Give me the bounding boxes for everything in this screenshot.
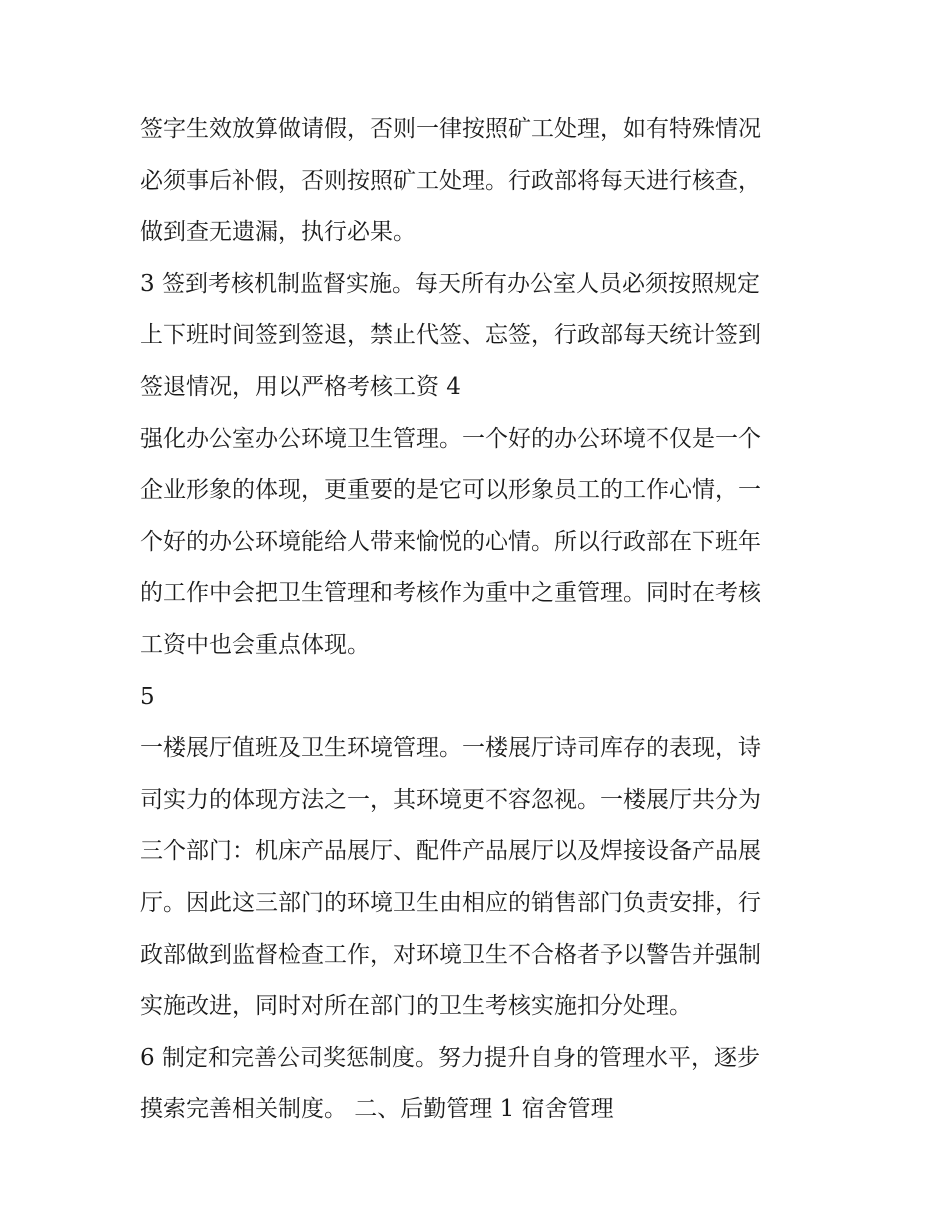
text-line: 三个部门：机床产品展厅、配件产品展厅以及焊接设备产品展 [140, 838, 761, 865]
text-line: 签退情况，用以严格考核工资 4 [140, 373, 461, 400]
text-line: 5 [140, 683, 155, 710]
text-line: 个好的办公环境能给人带来愉悦的心情。所以行政部在下班年 [140, 528, 761, 555]
text-line: 企业形象的体现，更重要的是它可以形象员工的工作心情，一 [140, 477, 761, 504]
document-body [140, 104, 820, 1136]
text-line: 的工作中会把卫生管理和考核作为重中之重管理。同时在考核 [140, 580, 761, 607]
text-line: 做到查无遗漏，执行必果。 [140, 219, 416, 246]
text-line: 6 制定和完善公司奖惩制度。努力提升自身的管理水平，逐步 [140, 1044, 760, 1071]
text-line: 上下班时间签到签退，禁止代签、忘签，行政部每天统计签到 [140, 322, 761, 349]
text-line: 工资中也会重点体现。 [140, 631, 370, 658]
text-line: 必须事后补假，否则按照矿工处理。行政部将每天进行核查， [140, 167, 761, 194]
text-line: 实施改进，同时对所在部门的卫生考核实施扣分处理。 [140, 993, 692, 1020]
text-line: 签字生效放算做请假，否则一律按照矿工处理，如有特殊情况 [140, 116, 761, 142]
text-line: 一楼展厅值班及卫生环境管理。一楼展厅诗司库存的表现，诗 [140, 735, 761, 762]
text-line: 政部做到监督检查工作，对环境卫生不合格者予以警告并强制 [140, 941, 761, 968]
text-line: 摸索完善相关制度。 二、后勤管理 1 宿舍管理 [140, 1096, 614, 1123]
text-line: 厅。因此这三部门的环境卫生由相应的销售部门负责安排，行 [140, 889, 761, 916]
text-line: 3 签到考核机制监督实施。每天所有办公室人员必须按照规定 [140, 270, 760, 297]
text-line: 强化办公室办公环境卫生管理。一个好的办公环境不仅是一个 [140, 425, 761, 452]
text-line: 司实力的体现方法之一，其环境更不容忽视。一楼展厅共分为 [140, 786, 761, 813]
